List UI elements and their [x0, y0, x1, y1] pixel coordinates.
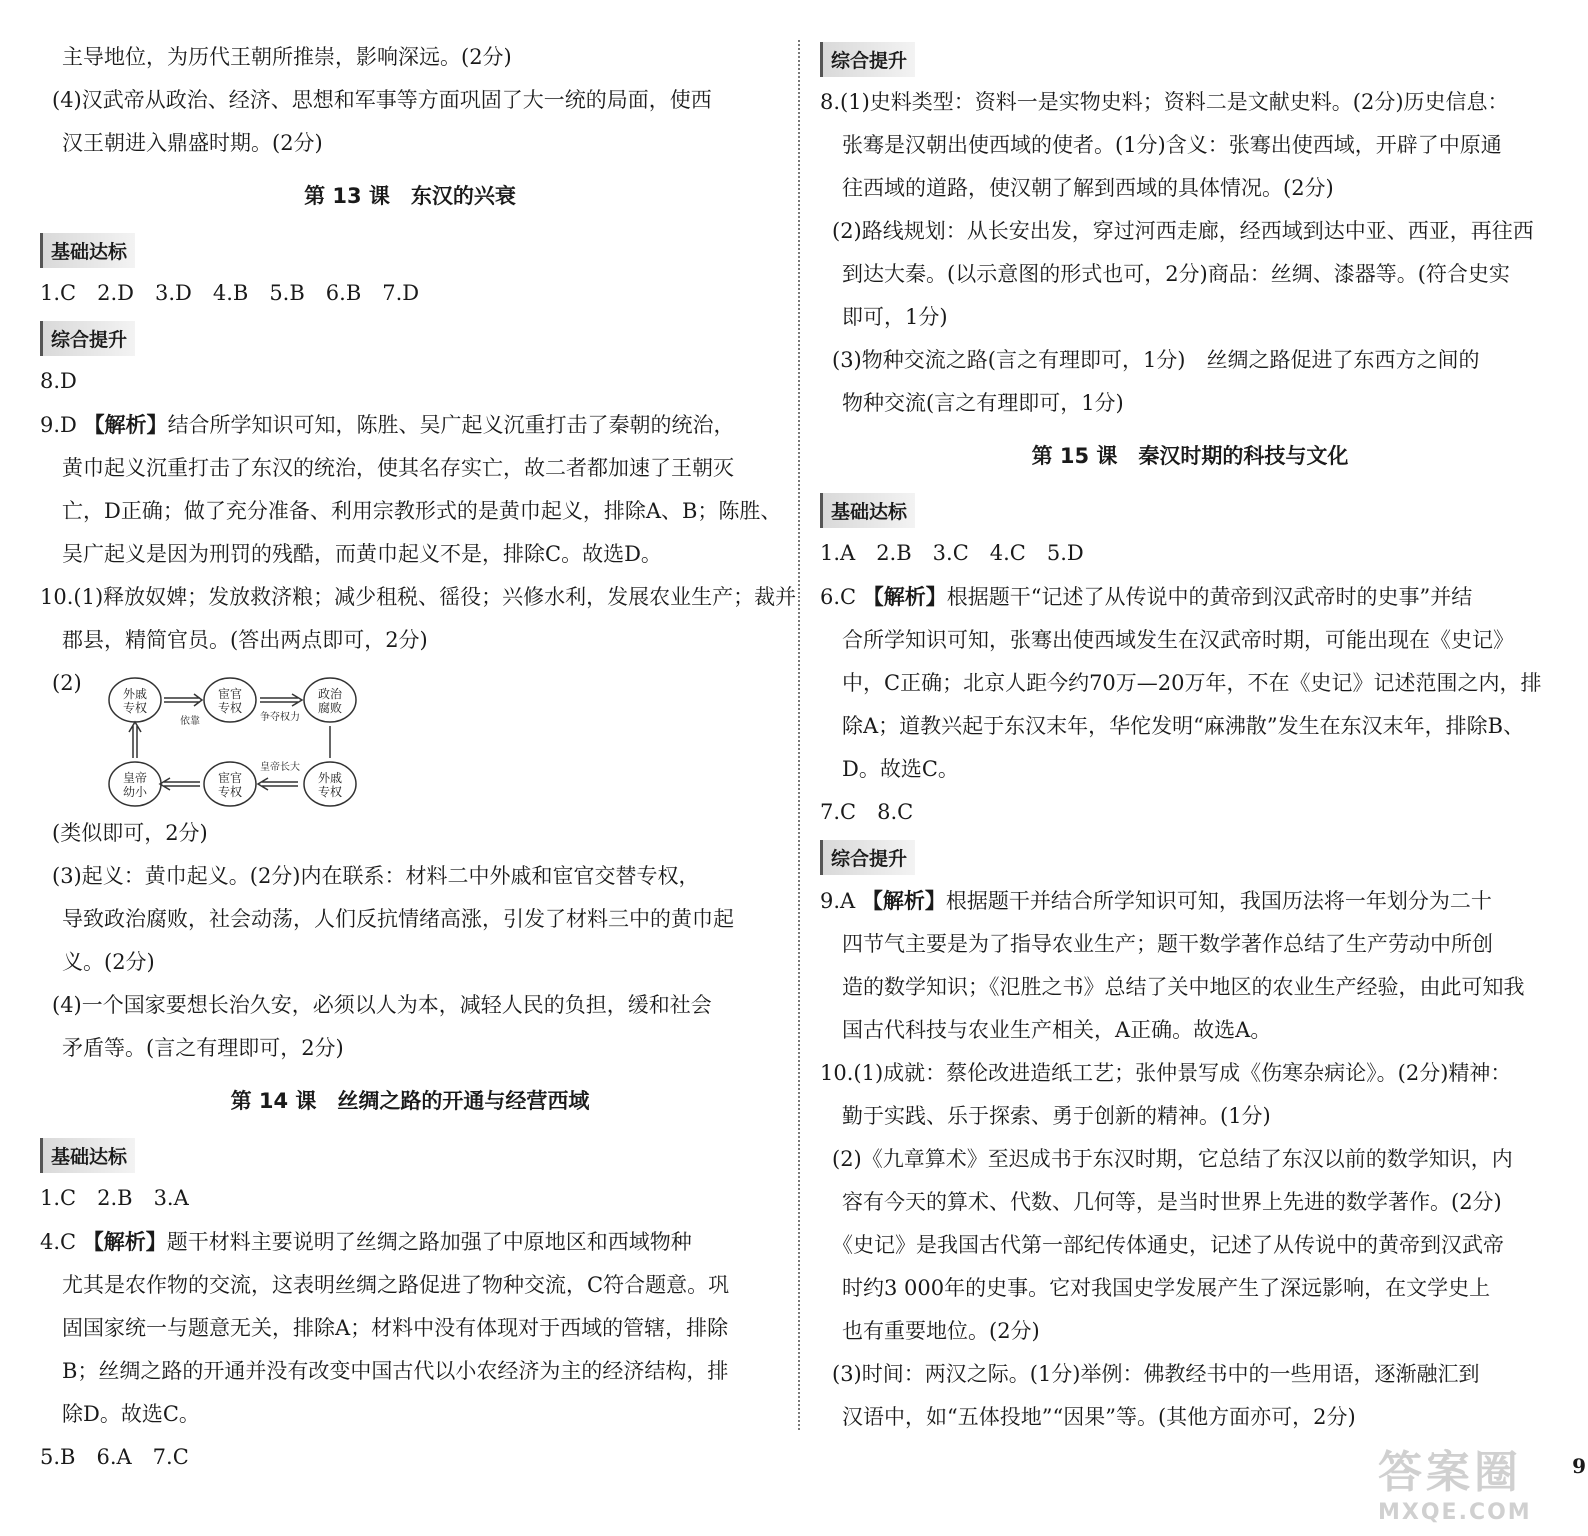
page-number: 9	[1572, 1454, 1586, 1478]
q6-line: 6.C 【解析】根据题干“记述了从传说中的黄帝到汉武帝时的史事”并结	[820, 584, 1473, 609]
analysis-tag: 【解析】	[82, 1229, 167, 1254]
text-line: D。故选C。	[842, 757, 959, 781]
node-label: 专权	[217, 701, 243, 715]
answer-line: 1.C 2.D 3.D 4.B 5.B 6.B 7.D	[40, 281, 420, 305]
q9-line: 9.A 【解析】根据题干并结合所学知识可知，我国历法将一年划分为二十	[820, 888, 1492, 913]
left-column	[40, 36, 797, 1479]
arrow	[160, 778, 200, 790]
q10-2-label: (2)	[52, 671, 82, 695]
text-line: 四节气主要是为了指导农业生产；题干数学著作总结了生产劳动中所创	[842, 932, 1493, 956]
section-comprehensive: 综合提升	[820, 42, 915, 77]
text-line: 张骞是汉朝出使西域的使者。(1分)含义：张骞出使西域，开辟了中原通	[842, 133, 1502, 157]
watermark-logo	[1378, 1436, 1568, 1525]
analysis-tag: 【解析】	[862, 584, 947, 609]
arrow-note: 皇帝长大	[260, 762, 300, 773]
text-line: 义。(2分)	[62, 950, 155, 974]
text-line: 到达大秦。(以示意图的形式也可，2分)商品：丝绸、漆器等。(符合史实	[842, 262, 1510, 286]
text-line: (2)《九章算术》至迟成书于东汉时期，它总结了东汉以前的数学知识，内	[832, 1147, 1513, 1171]
node-label: 外戚	[122, 687, 148, 701]
node-label: 专权	[122, 701, 148, 715]
answer-line: 8.D	[40, 369, 77, 393]
answer-line: 7.C 8.C	[820, 800, 914, 824]
analysis-tag: 【解析】	[861, 888, 946, 913]
q6-number: 6.C	[820, 585, 857, 609]
text-line: 即可，1分)	[842, 305, 948, 329]
q4-line: 4.C 【解析】题干材料主要说明了丝绸之路加强了中原地区和西域物种	[40, 1229, 692, 1254]
arrow	[258, 778, 298, 790]
answer-line: 1.A 2.B 3.C 4.C 5.D	[820, 541, 1084, 565]
text-line: (3)时间：两汉之际。(1分)举例：佛教经书中的一些用语，逐渐融汇到	[832, 1362, 1480, 1386]
node-label: 专权	[217, 785, 243, 799]
lesson-14-title: 第 14 课 丝绸之路的开通与经营西域	[230, 1089, 590, 1113]
text-line: 容有今天的算术、代数、几何等，是当时世界上先进的数学著作。(2分)	[842, 1190, 1502, 1214]
text-line: 除A；道教兴起于东汉末年，华佗发明“麻沸散”发生在东汉末年，排除B、	[842, 714, 1525, 738]
section-comprehensive: 综合提升	[820, 840, 915, 875]
node-label: 幼小	[122, 785, 148, 799]
answer-line: 1.C 2.B 3.A	[40, 1186, 189, 1210]
text-line: 勤于实践、乐于探索、勇于创新的精神。(1分)	[842, 1104, 1271, 1128]
text-line: (3)物种交流之路(言之有理即可，1分) 丝绸之路促进了东西方之间的	[832, 348, 1480, 372]
q9-number: 9.D	[40, 413, 77, 437]
text-line: 10.(1)成就：蔡伦改进造纸工艺；张仲景写成《伤寒杂病论》。(2分)精神：	[820, 1061, 1512, 1085]
text-line: 造的数学知识；《氾胜之书》总结了关中地区的农业生产经验，由此可知我	[842, 975, 1525, 999]
text-line: 国古代科技与农业生产相关，A正确。故选A。	[842, 1018, 1272, 1042]
text-line: 亡，D正确；做了充分准备、利用宗教形式的是黄巾起义，排除A、B；陈胜、	[62, 499, 782, 523]
text-line: 往西域的道路，使汉朝了解到西域的具体情况。(2分)	[842, 176, 1334, 200]
right-column	[820, 36, 1560, 1439]
text-line: (2)路线规划：从长安出发，穿过河西走廊，经西域到达中亚、西亚，再往西	[832, 219, 1534, 243]
watermark-text: 答案圈	[1378, 1447, 1522, 1498]
node-label: 政治	[317, 687, 343, 701]
node-label: 皇帝	[122, 771, 148, 785]
text-line: 《史记》是我国古代第一部纪传体通史，记述了从传说中的黄帝到汉武帝	[832, 1233, 1504, 1257]
text-line: 主导地位，为历代王朝所推崇，影响深远。(2分)	[62, 45, 512, 69]
arrow-note: 争夺权力	[260, 712, 300, 723]
text-line: 郡县，精简官员。(答出两点即可，2分)	[62, 628, 428, 652]
answer-line: 5.B 6.A 7.C	[40, 1445, 189, 1469]
lesson-13-title: 第 13 课 东汉的兴衰	[304, 184, 516, 208]
text-line: 汉语中，如“五体投地”“因果”等。(其他方面亦可，2分)	[842, 1405, 1356, 1429]
text-line: (4)汉武帝从政治、经济、思想和军事等方面巩固了大一统的局面，使西	[52, 88, 712, 112]
text-line: 固国家统一与题意无关，排除A；材料中没有体现对于西域的管辖，排除	[62, 1316, 729, 1340]
column-divider	[798, 40, 800, 1430]
text-line: 10.(1)释放奴婢；发放救济粮；减少租税、徭役；兴修水利，发展农业生产；裁并	[40, 585, 797, 609]
text-line: B；丝绸之路的开通并没有改变中国古代以小农经济为主的经济结构，排	[62, 1359, 729, 1383]
text-line: 吴广起义是因为刑罚的残酷，而黄巾起义不是，排除C。故选D。	[62, 542, 662, 566]
diagram-svg	[40, 662, 400, 812]
lesson-15-title: 第 15 课 秦汉时期的科技与文化	[1031, 444, 1349, 468]
node-label: 腐败	[317, 701, 343, 715]
text-line: 汉王朝进入鼎盛时期。(2分)	[62, 131, 323, 155]
node-label: 宦官	[217, 771, 243, 785]
q9-number: 9.A	[820, 889, 856, 913]
node-label: 宦官	[217, 687, 243, 701]
node-label: 外戚	[317, 771, 343, 785]
text-line: 导致政治腐败，社会动荡，人们反抗情绪高涨，引发了材料三中的黄巾起	[62, 907, 734, 931]
text-line: (3)起义：黄巾起义。(2分)内在联系：材料二中外戚和宦官交替专权，	[52, 864, 700, 888]
node-label: 专权	[317, 785, 343, 799]
section-basic: 基础达标	[40, 1138, 135, 1173]
text-line: 尤其是农作物的交流，这表明丝绸之路促进了物种交流，C符合题意。巩	[62, 1273, 730, 1297]
arrow	[129, 722, 141, 758]
text-line: 黄巾起义沉重打击了东汉的统治，使其名存实亡，故二者都加速了王朝灭	[62, 456, 734, 480]
text-line: (4)一个国家要想长治久安，必须以人为本，减轻人民的负担，缓和社会	[52, 993, 712, 1017]
analysis-tag: 【解析】	[83, 412, 168, 437]
q4-number: 4.C	[40, 1230, 77, 1254]
cycle-diagram	[40, 662, 780, 812]
arrow-note: 依靠	[180, 716, 200, 727]
text-line: 8.(1)史料类型：资料一是实物史料；资料二是文献史料。(2分)历史信息：	[820, 90, 1509, 114]
arrow	[164, 694, 202, 706]
text-line: 也有重要地位。(2分)	[842, 1319, 1040, 1343]
text-line: 物种交流(言之有理即可，1分)	[842, 391, 1124, 415]
text-line: 合所学知识可知，张骞出使西域发生在汉武帝时期，可能出现在《史记》	[842, 628, 1514, 652]
text-line: 时约3 000年的史事。它对我国史学发展产生了深远影响，在文学史上	[842, 1276, 1491, 1300]
section-basic: 基础达标	[40, 233, 135, 268]
arrow	[260, 694, 302, 706]
text-line: 除D。故选C。	[62, 1402, 200, 1426]
section-comprehensive: 综合提升	[40, 321, 135, 356]
text-line: 矛盾等。(言之有理即可，2分)	[62, 1036, 344, 1060]
text-line: 中，C正确；北京人距今约70万—20万年，不在《史记》记述范围之内，排	[842, 671, 1542, 695]
text-line: (类似即可，2分)	[52, 821, 208, 845]
q9-line: 9.D 【解析】结合所学知识可知，陈胜、吴广起义沉重打击了秦朝的统治，	[40, 412, 735, 437]
watermark-url: MXQE.COM	[1378, 1500, 1532, 1525]
section-basic: 基础达标	[820, 493, 915, 528]
